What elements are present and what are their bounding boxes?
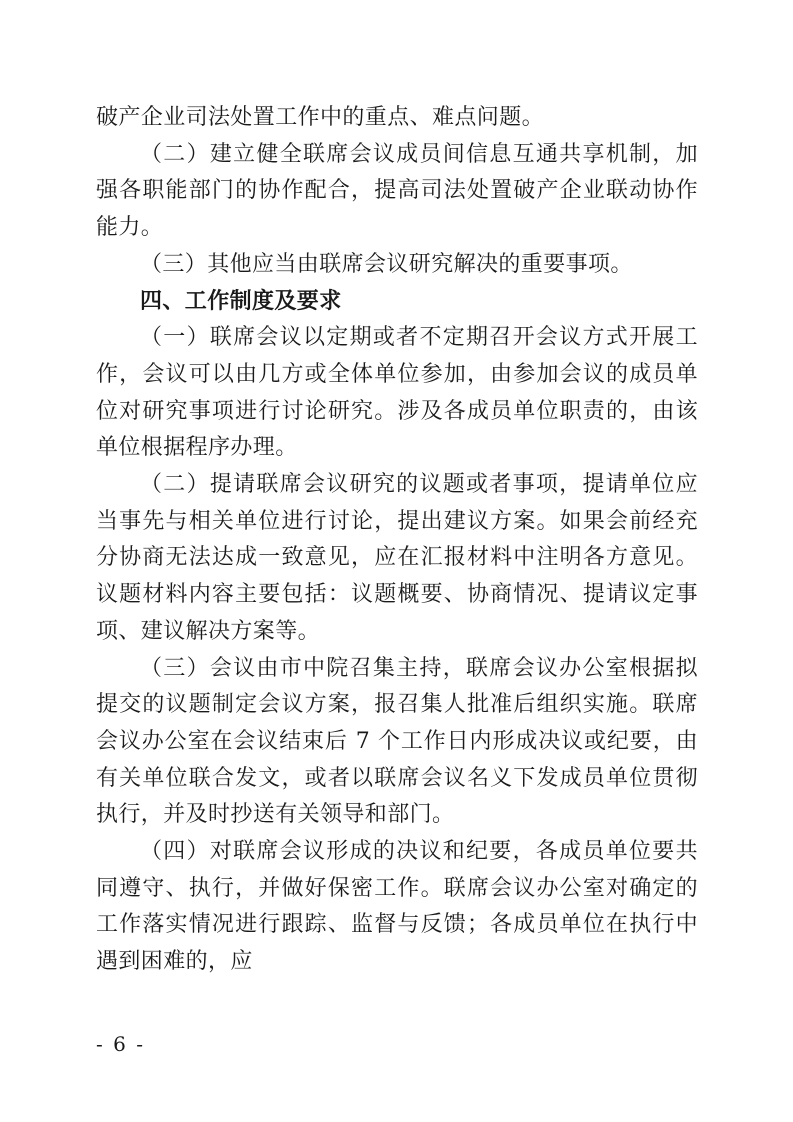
page-number: - 6 - [96, 1032, 145, 1056]
paragraph-item-3: （三）其他应当由联席会议研究解决的重要事项。 [140, 251, 633, 277]
paragraph-rule-1: （一）联席会议以定期或者不定期召开会议方式开展工作，会议可以由几方或全体单位参加，由参加会议的成员单位对研究事项进行讨论研究。涉及各成员单位职责的，由该单位根据程序办理。 [96, 325, 698, 461]
paragraph-item-2: （二）建立健全联席会议成员间信息互通共享机制，加强各职能部门的协作配合，提高司法处置破产企业联动协作能力。 [96, 141, 698, 241]
paragraph-rule-4: （四）对联席会议形成的决议和纪要，各成员单位要共同遵守、执行，并做好保密工作。联席会议办公室对确定的工作落实情况进行跟踪、监督与反馈；各成员单位在执行中遇到困难的，应 [96, 839, 698, 975]
section-heading: 四、工作制度及要求 [140, 288, 342, 314]
paragraph-rule-2: （二）提请联席会议研究的议题或者事项，提请单位应当事先与相关单位进行讨论，提出建议方案。如果会前经充分协商无法达成一致意见，应在汇报材料中注明各方意见。议题材料内容主要包括：议题概要、协商情况、提请议定事项、建议解决方案等。 [96, 472, 698, 644]
paragraph-continuation: 破产企业司法处置工作中的重点、难点问题。 [96, 105, 545, 130]
document-body [96, 100, 698, 981]
paragraph-rule-3: （三）会议由市中院召集主持，联席会议办公室根据拟提交的议题制定会议方案，报召集人批准后组织实施。联席会议办公室在会议结束后 7 个工作日内形成决议或纪要，由有关单位联合发文，或者以联席会议名义下发成员单位贯彻执行，并及时抄送有关领导和部门。 [96, 655, 698, 828]
